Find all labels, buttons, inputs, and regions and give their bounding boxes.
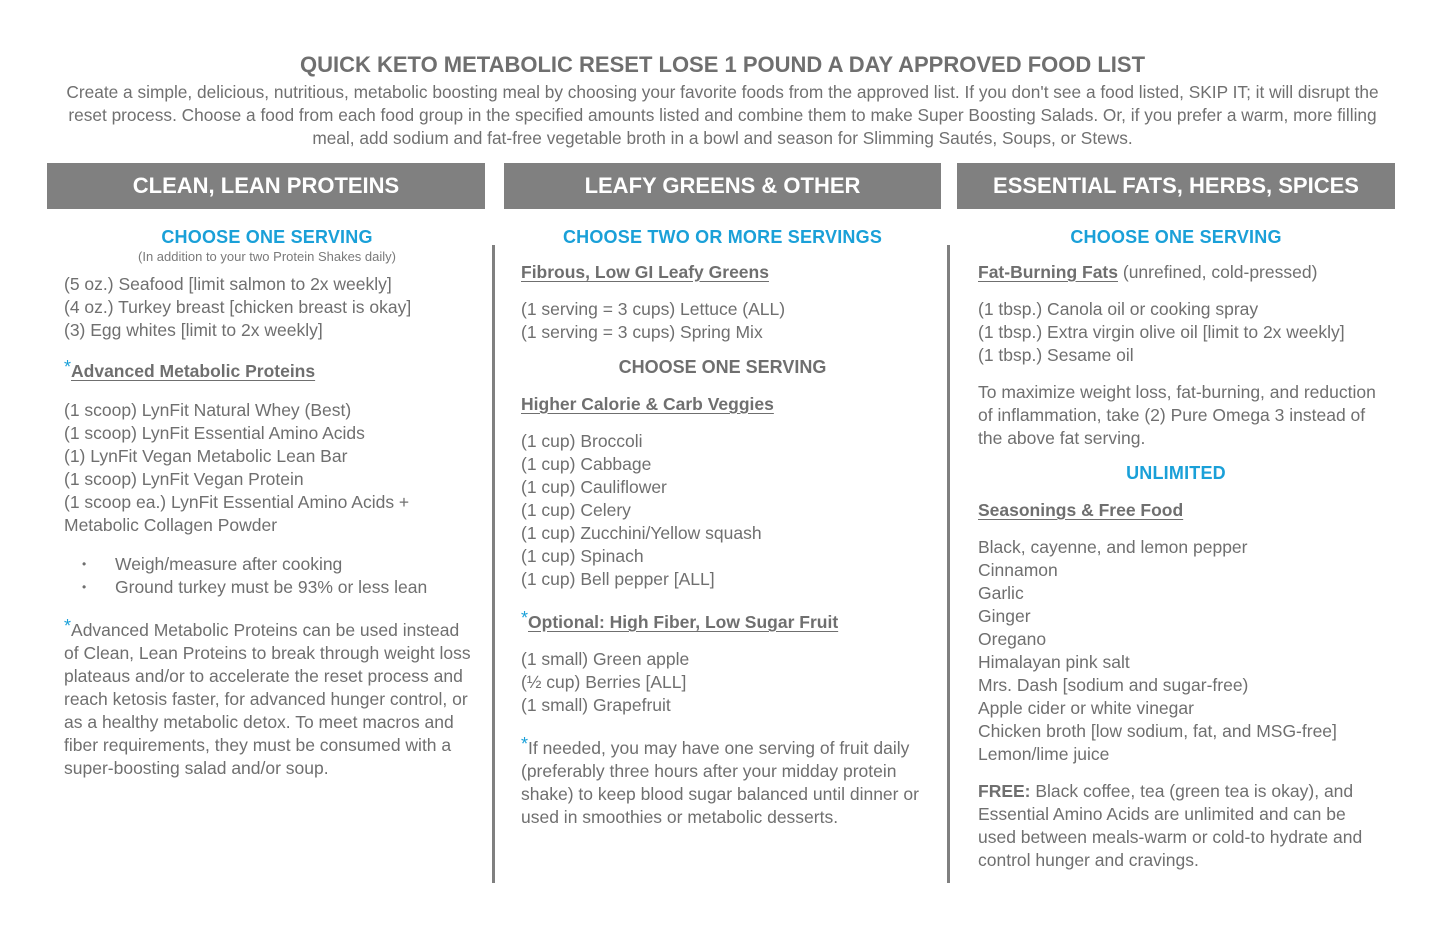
proteins-footnote — [64, 615, 474, 780]
asterisk-icon: * — [521, 608, 529, 628]
asterisk-icon: * — [521, 734, 529, 754]
leafy-item: (1 serving = 3 cups) Lettuce (ALL) — [521, 299, 786, 319]
greens-column — [521, 226, 926, 829]
advanced-protein-item: (1 scoop ea.) LynFit Essential Amino Acids + — [64, 492, 410, 512]
veggie-item: (1 cup) Celery — [521, 500, 631, 520]
fats-column — [978, 226, 1383, 872]
greens-choose-one-heading: CHOOSE ONE SERVING — [618, 357, 827, 377]
veggie-item: (1 cup) Bell pepper [ALL] — [521, 569, 715, 589]
fats-list — [978, 298, 1383, 367]
fruit-title: Optional: High Fiber, Low Sugar Fruit — [528, 612, 839, 632]
seasoning-item: Himalayan pink salt — [978, 652, 1130, 672]
page-title: QUICK KETO METABOLIC RESET LOSE 1 POUND A DAY APPROVED FOOD LIST — [299, 52, 1146, 77]
fats-heading — [978, 261, 1383, 284]
advanced-protein-item: Metabolic Collagen Powder — [64, 515, 278, 535]
veggie-item: (1 cup) Cabbage — [521, 454, 652, 474]
advanced-heading — [64, 356, 474, 383]
header-essential-fats: ESSENTIAL FATS, HERBS, SPICES — [957, 163, 1395, 209]
proteins-note: (In addition to your two Protein Shakes daily) — [138, 249, 396, 264]
seasoning-item: Black, cayenne, and lemon pepper — [978, 537, 1248, 557]
advanced-protein-item: (1 scoop) LynFit Natural Whey (Best) — [64, 400, 352, 420]
free-label: FREE: — [978, 781, 1031, 801]
greens-footnote — [521, 733, 926, 829]
seasoning-item: Apple cider or white vinegar — [978, 698, 1194, 718]
bullet-item — [82, 576, 474, 599]
fats-qualifier: (unrefined, cold-pressed) — [1118, 262, 1318, 282]
seasoning-item: Garlic — [978, 583, 1024, 603]
proteins-choose-heading: CHOOSE ONE SERVING — [161, 227, 373, 247]
advanced-protein-item: (1 scoop) LynFit Essential Amino Acids — [64, 423, 365, 443]
free-note — [978, 780, 1383, 872]
asterisk-icon: * — [64, 357, 72, 377]
leafy-list — [521, 298, 926, 344]
protein-item: (4 oz.) Turkey breast [chicken breast is okay] — [64, 297, 412, 317]
seasoning-item: Oregano — [978, 629, 1047, 649]
bullet-item — [82, 553, 474, 576]
veggie-item: (1 cup) Zucchini/Yellow squash — [521, 523, 762, 543]
seasonings-list — [978, 536, 1383, 766]
column-divider — [492, 245, 495, 883]
veggie-title: Higher Calorie & Carb Veggies — [521, 394, 774, 414]
header-clean-lean-proteins: CLEAN, LEAN PROTEINS — [47, 163, 485, 209]
omega-note: To maximize weight loss, fat-burning, and reduction of inflammation, take (2) Pure Omega 3 instead of the above fat serving. — [978, 382, 1376, 448]
seasoning-item: Chicken broth [low sodium, fat, and MSG-free] — [978, 721, 1337, 741]
column-divider — [947, 245, 950, 883]
advanced-protein-item: (1 scoop) LynFit Vegan Protein — [64, 469, 304, 489]
fat-item: (1 tbsp.) Sesame oil — [978, 345, 1134, 365]
protein-list — [64, 273, 474, 342]
seasonings-title: Seasonings & Free Food — [978, 500, 1184, 520]
seasoning-item: Lemon/lime juice — [978, 744, 1110, 764]
veggie-item: (1 cup) Cauliflower — [521, 477, 667, 497]
greens-footnote-text: If needed, you may have one serving of fruit daily (preferably three hours after your midday protein shake) to keep blood sugar balanced until dinner or used in smoothies or metabolic desserts. — [521, 738, 919, 827]
header-leafy-greens: LEAFY GREENS & OTHER — [504, 163, 941, 209]
advanced-protein-item: (1) LynFit Vegan Metabolic Lean Bar — [64, 446, 348, 466]
fat-item: (1 tbsp.) Canola oil or cooking spray — [978, 299, 1259, 319]
bullet-icon: • — [82, 580, 87, 594]
leafy-item: (1 serving = 3 cups) Spring Mix — [521, 322, 763, 342]
proteins-column — [64, 226, 474, 780]
fruit-item: (1 small) Grapefruit — [521, 695, 671, 715]
asterisk-icon: * — [64, 616, 72, 636]
greens-choose-heading: CHOOSE TWO OR MORE SERVINGS — [562, 227, 883, 247]
fruit-heading — [521, 607, 926, 634]
fruit-item: (½ cup) Berries [ALL] — [521, 672, 687, 692]
bullet-text: Weigh/measure after cooking — [115, 554, 343, 574]
veggie-item: (1 cup) Spinach — [521, 546, 644, 566]
unlimited-heading: UNLIMITED — [1126, 463, 1226, 483]
fats-title: Fat-Burning Fats — [978, 262, 1118, 282]
leafy-title: Fibrous, Low GI Leafy Greens — [521, 262, 769, 282]
fruit-list — [521, 648, 926, 717]
seasoning-item: Cinnamon — [978, 560, 1058, 580]
fat-item: (1 tbsp.) Extra virgin olive oil [limit to 2x weekly] — [978, 322, 1345, 342]
advanced-title: Advanced Metabolic Proteins — [71, 361, 316, 381]
proteins-footnote-text: Advanced Metabolic Proteins can be used instead of Clean, Lean Proteins to break through weight loss plateaus and/or to accelerate the reset process and reach ketosis faster, for advanced hunger control, or as a healthy metabolic detox. To meet macros and fiber requirements, they must be consumed with a super-boosting salad and/or soup. — [64, 620, 471, 778]
fats-choose-heading: CHOOSE ONE SERVING — [1070, 227, 1282, 247]
free-text: Black coffee, tea (green tea is okay), and Essential Amino Acids are unlimited and can be used between meals-warm or cold-to hydrate and control hunger and cravings. — [978, 781, 1363, 870]
fruit-item: (1 small) Green apple — [521, 649, 690, 669]
protein-item: (3) Egg whites [limit to 2x weekly] — [64, 320, 323, 340]
veggie-list — [521, 430, 926, 591]
intro-paragraph: Create a simple, delicious, nutritious, metabolic boosting meal by choosing your favorite foods from the approved list. If you don't see a food listed, SKIP IT; it will disrupt the reset process. Choose a food from each food group in the specified amounts listed and combine them to make Super Boosting Salads. Or, if you prefer a warm, more filling meal, add sodium and fat-free vegetable broth in a bowl and season for Slimming Sautés, Soups, or Stews. — [66, 82, 1379, 148]
protein-item: (5 oz.) Seafood [limit salmon to 2x weekly] — [64, 274, 392, 294]
seasoning-item: Ginger — [978, 606, 1031, 626]
veggie-item: (1 cup) Broccoli — [521, 431, 643, 451]
bullet-icon: • — [82, 557, 87, 571]
seasoning-item: Mrs. Dash [sodium and sugar-free) — [978, 675, 1249, 695]
advanced-protein-list — [64, 399, 474, 537]
protein-bullet-list — [64, 553, 474, 599]
bullet-text: Ground turkey must be 93% or less lean — [115, 577, 428, 597]
